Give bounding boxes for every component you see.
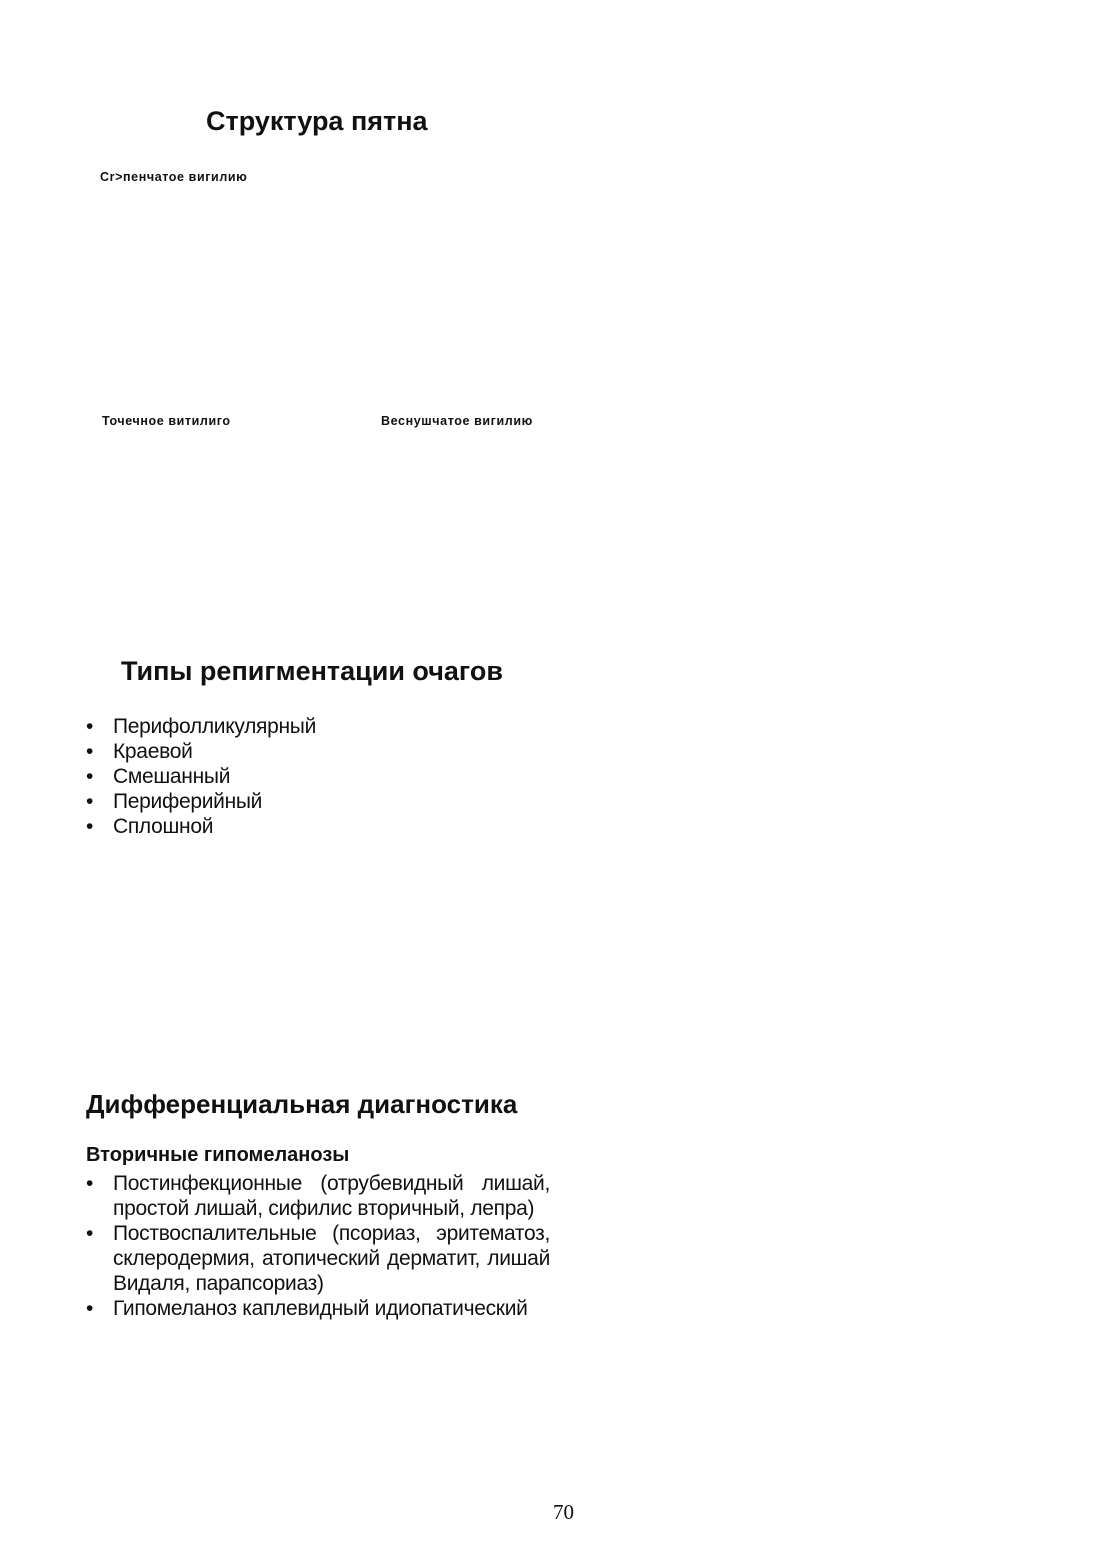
section-title-structure: Структура пятна: [206, 106, 428, 136]
list-item: • Смешанный: [86, 764, 546, 789]
list-item: • Гипомеланоз каплевидный идиопатический: [86, 1296, 550, 1321]
list-item: • Постинфекционные (отрубевидный лишай, простой лишай, сифилис вторичный, лепра): [86, 1171, 550, 1221]
list-item: • Поствоспалительные (псориаз, эритематоз, склеродермия, атопический дерматит, лишай Видаля, парапсориаз): [86, 1221, 550, 1296]
list-item: • Сплошной: [86, 814, 546, 839]
list-item: • Краевой: [86, 739, 546, 764]
page-number: 70: [553, 1500, 574, 1524]
caption-tochechnoe: Точечное витилиго: [102, 414, 231, 428]
section-title-differential: Дифференциальная диагностика: [86, 1089, 518, 1119]
repigmentation-list: [86, 714, 546, 839]
caption-vesnushchatoe: Веснушчатое вигилию: [381, 414, 533, 428]
list-item: • Перифолликулярный: [86, 714, 546, 739]
section-title-repigmentation: Типы репигментации очагов: [121, 656, 503, 686]
section-subtitle-hypomelanoses: Вторичные гипомеланозы: [86, 1144, 350, 1166]
list-item: • Периферийный: [86, 789, 546, 814]
caption-stepchatoe: Cr>пенчатое вигилию: [100, 170, 248, 184]
hypomelanoses-list: [86, 1171, 550, 1321]
